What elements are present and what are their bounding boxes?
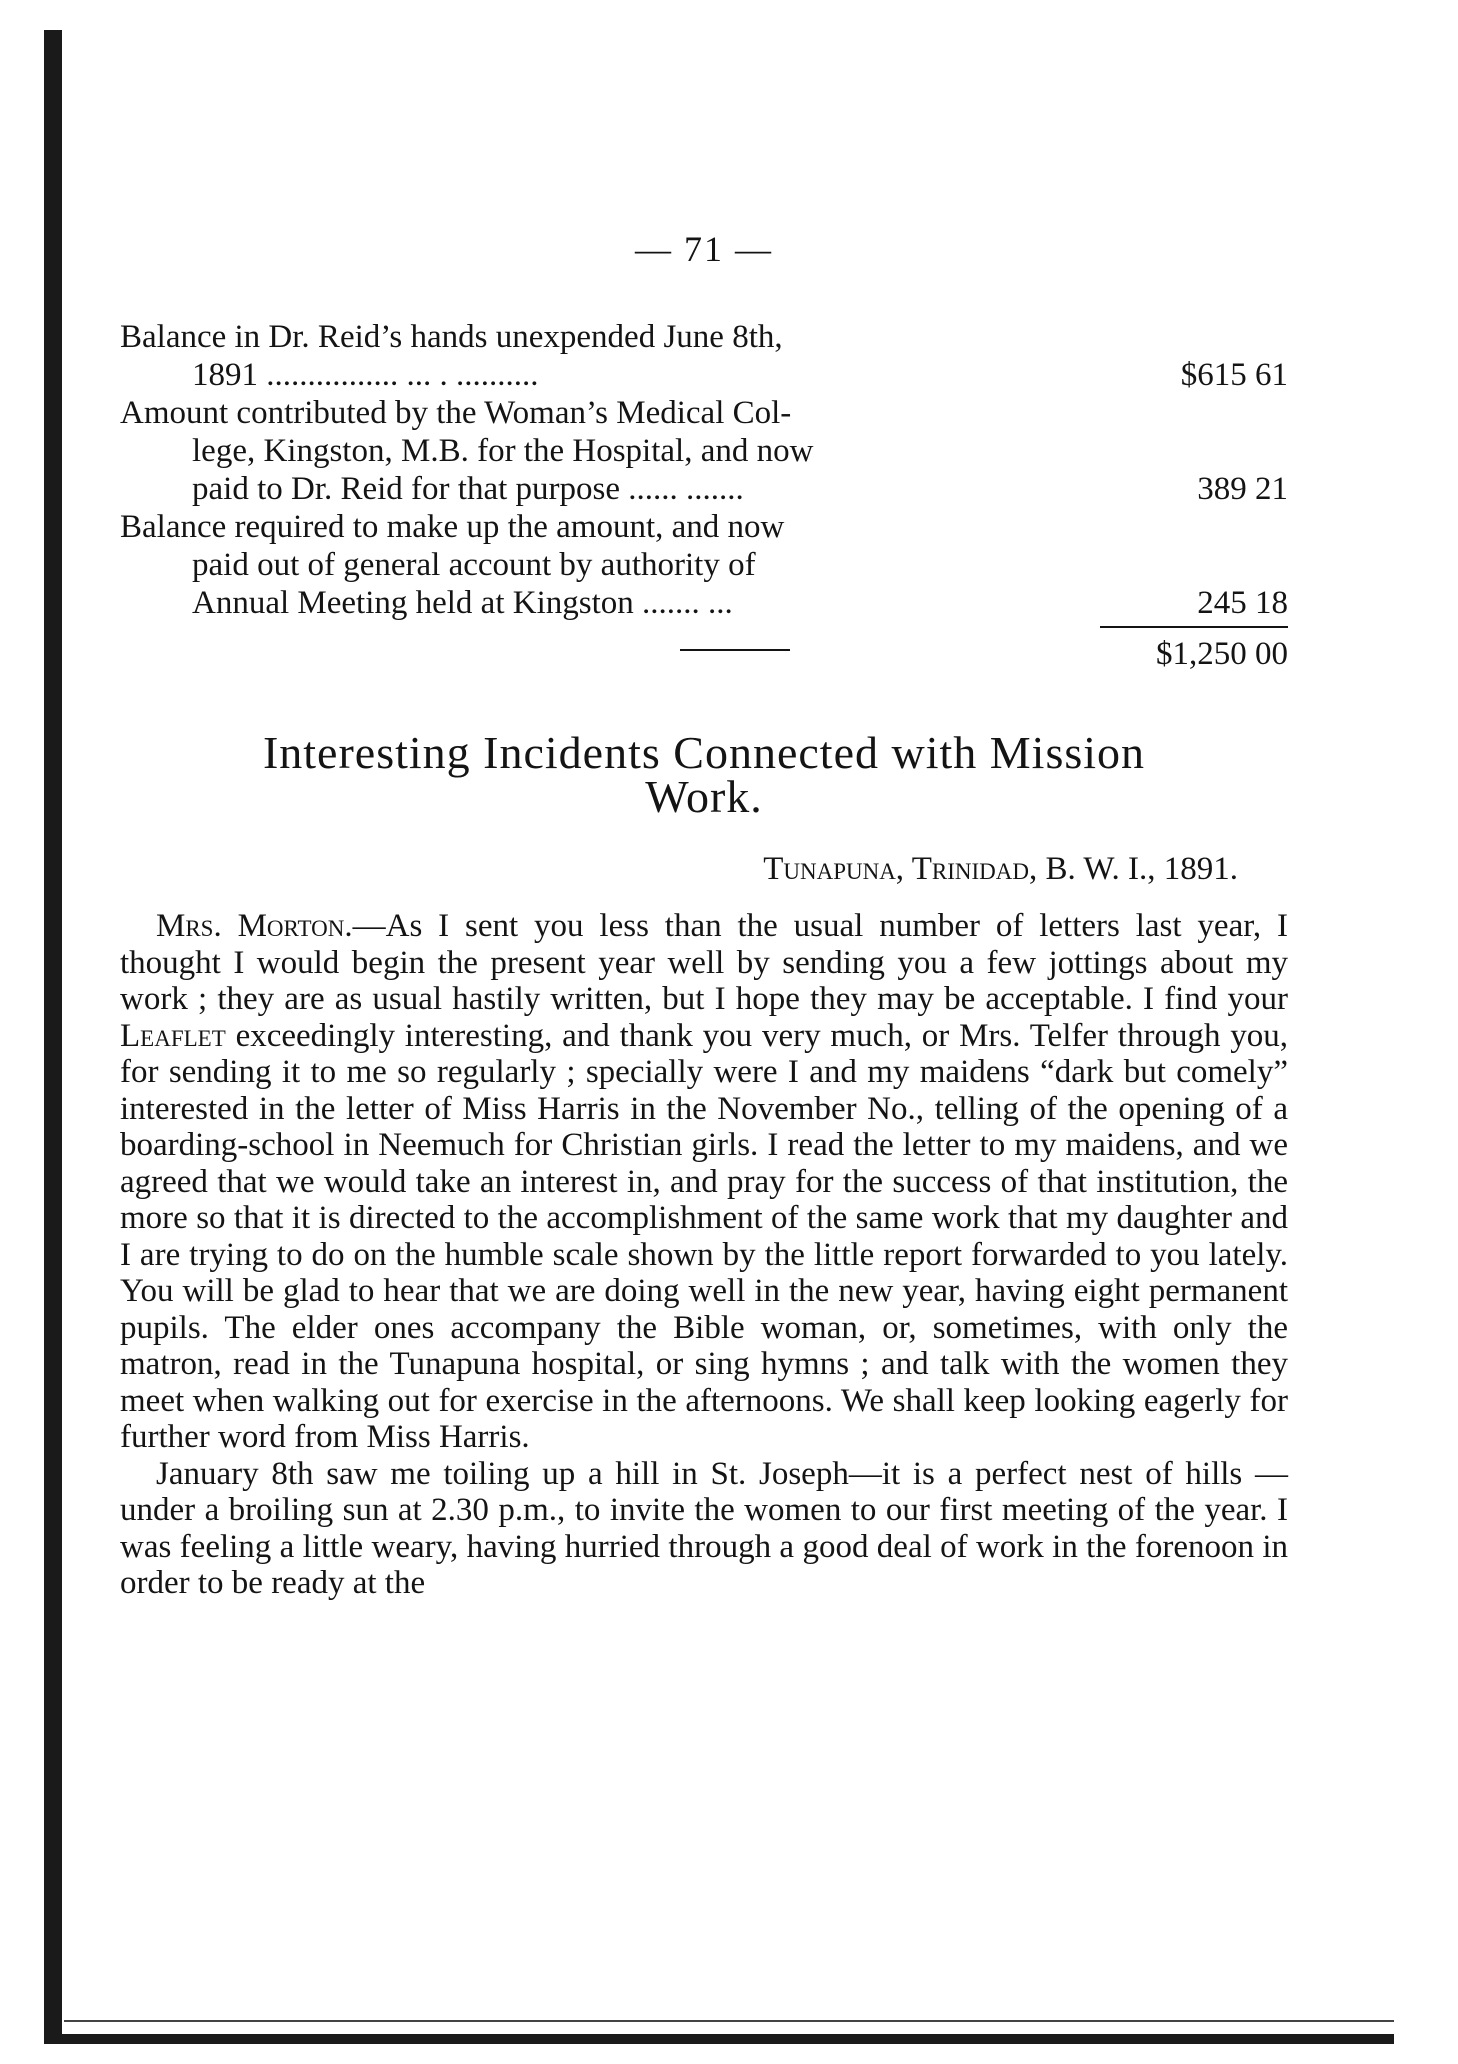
account-amount: 245 18 xyxy=(1197,585,1288,621)
section-title-line: Work. xyxy=(645,771,763,822)
account-line: 1891 ................ ... . .......... xyxy=(192,357,539,393)
paragraph-text: .—As I sent you less than the usual number of letters last year, I thought I would begin the present year well by sending you a few jottings about my work ; they are as usual hastily written, but I hope they may be acceptable. I find your xyxy=(120,908,1289,1017)
account-description xyxy=(120,394,1100,508)
account-description xyxy=(120,318,1100,394)
section-title-line: Interesting Incidents Connected with Mission xyxy=(262,727,1146,778)
account-line: Balance in Dr. Reid’s hands unexpended June 8th, xyxy=(120,319,783,355)
account-amount: 389 21 xyxy=(1197,471,1288,507)
leaflet-name: Leaflet xyxy=(120,1017,226,1054)
account-line: Balance required to make up the amount, and now xyxy=(120,509,785,545)
body-paragraph: January 8th saw me toiling up a hill in St. Joseph—it is a perfect nest of hills — under a broiling sun at 2.30 p.m., to invite the women to our first meeting of the year. I was feeling a little weary, having hurried through a good deal of work in the forenoon in order to be ready at the xyxy=(120,1455,1288,1601)
account-row xyxy=(120,508,1288,622)
account-line: lege, Kingston, M.B. for the Hospital, and now xyxy=(192,433,814,469)
total-spacer xyxy=(120,649,1100,651)
account-table xyxy=(120,318,1288,673)
scan-binding-edge xyxy=(44,30,62,2040)
short-rule-divider xyxy=(680,649,790,651)
dateline: Tunapuna, Trinidad, B. W. I., 1891. xyxy=(763,851,1238,887)
account-row xyxy=(120,394,1288,508)
account-line: paid to Dr. Reid for that purpose ...... ....... xyxy=(192,471,744,507)
section-title xyxy=(120,727,1288,822)
account-amount: $615 61 xyxy=(1180,357,1288,393)
page-number: — 71 — xyxy=(635,229,773,269)
account-line: Amount contributed by the Woman’s Medical Col- xyxy=(120,395,792,431)
paragraph-text: exceedingly interesting, and thank you very much, or Mrs. Telfer through you, for sending it to me so regularly ; specially were I and my maidens “dark but comely” interested in the letter of Miss Harris in the November No., telling of the opening of a boarding-school in Neemuch for Christian girls. I read the letter to my maidens, and we agreed that we would take an interest in, and pray for the success of that institution, the more so that it is directed to the accomplishment of the same work that my daughter and I are trying to do on the humble scale shown by the little report forwarded to you lately. You will be glad to hear that we are doing well in the new year, having eight permanent pupils. The elder ones accompany the Bible woman, or, sometimes, with only the matron, read in the Tunapuna hospital, or sing hymns ; and talk with the women they meet when walking out for exercise in the afternoons. We shall keep looking eagerly for further word from Miss Harris. xyxy=(120,1017,1288,1455)
speaker-name: Mrs. Morton xyxy=(156,908,345,944)
account-row xyxy=(120,318,1288,394)
scan-bottom-edge xyxy=(44,2034,1394,2044)
account-line: Annual Meeting held at Kingston ....... ... xyxy=(192,585,733,621)
body-paragraph xyxy=(120,908,1288,1456)
scan-bottom-line xyxy=(64,2020,1394,2022)
account-line: paid out of general account by authority of xyxy=(192,547,756,583)
document-page xyxy=(120,228,1288,1602)
account-description xyxy=(120,508,1100,622)
account-total-row xyxy=(120,626,1288,673)
account-total: $1,250 00 xyxy=(1100,626,1288,673)
